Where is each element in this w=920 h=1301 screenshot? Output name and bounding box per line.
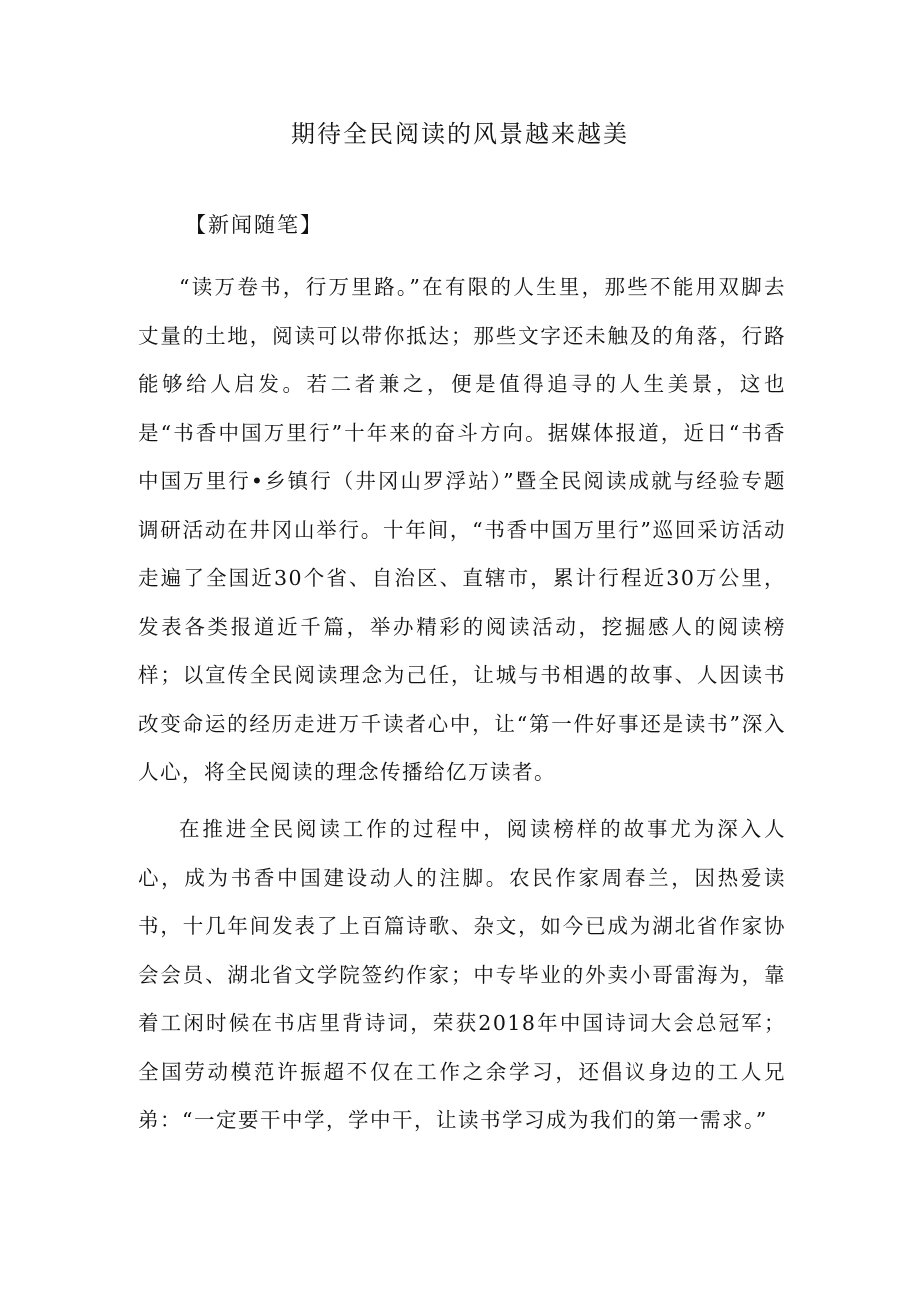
paragraph-1: “读万卷书，行万里路。”在有限的人生里，那些不能用双脚去丈量的土地，阅读可以带你抵达；那些文字还未触及的角落，行路能够给人启发。若二者兼之，便是值得追寻的人生美景，这也是“书香中国万里行”十年来的奋斗方向。据媒体报道，近日“书香中国万里行•乡镇行（井冈山罗浮站）”暨全民阅读成就与经验专题调研活动在井冈山举行。十年间，“书香中国万里行”巡回采访活动走遍了全国近30个省、自治区、直辖市，累计行程近30万公里，发表各类报道近千篇，举办精彩的阅读活动，挖掘感人的阅读榜样；以宣传全民阅读理念为己任，让城与书相遇的故事、人因读书改变命运的经历走进万千读者心中，让“第一件好事还是读书”深入人心，将全民阅读的理念传播给亿万读者。 bbox=[138, 275, 786, 784]
paragraph-2: 在推进全民阅读工作的过程中，阅读榜样的故事尤为深入人心，成为书香中国建设动人的注脚。农民作家周春兰，因热爱读书，十几年间发表了上百篇诗歌、杂文，如今已成为湖北省作家协会会员、湖北省文学院签约作家；中专毕业的外卖小哥雷海为，靠着工闲时候在书店里背诗词，荣获2018年中国诗词大会总冠军；全国劳动模范许振超不仅在工作之余学习，还倡议身边的工人兄弟：“一定要干中学，学中干，让读书学习成为我们的第一需求。” bbox=[138, 817, 786, 1132]
column-tag: 【新闻随笔】 bbox=[185, 213, 323, 237]
article-title: 期待全民阅读的风景越来越美 bbox=[291, 120, 629, 148]
